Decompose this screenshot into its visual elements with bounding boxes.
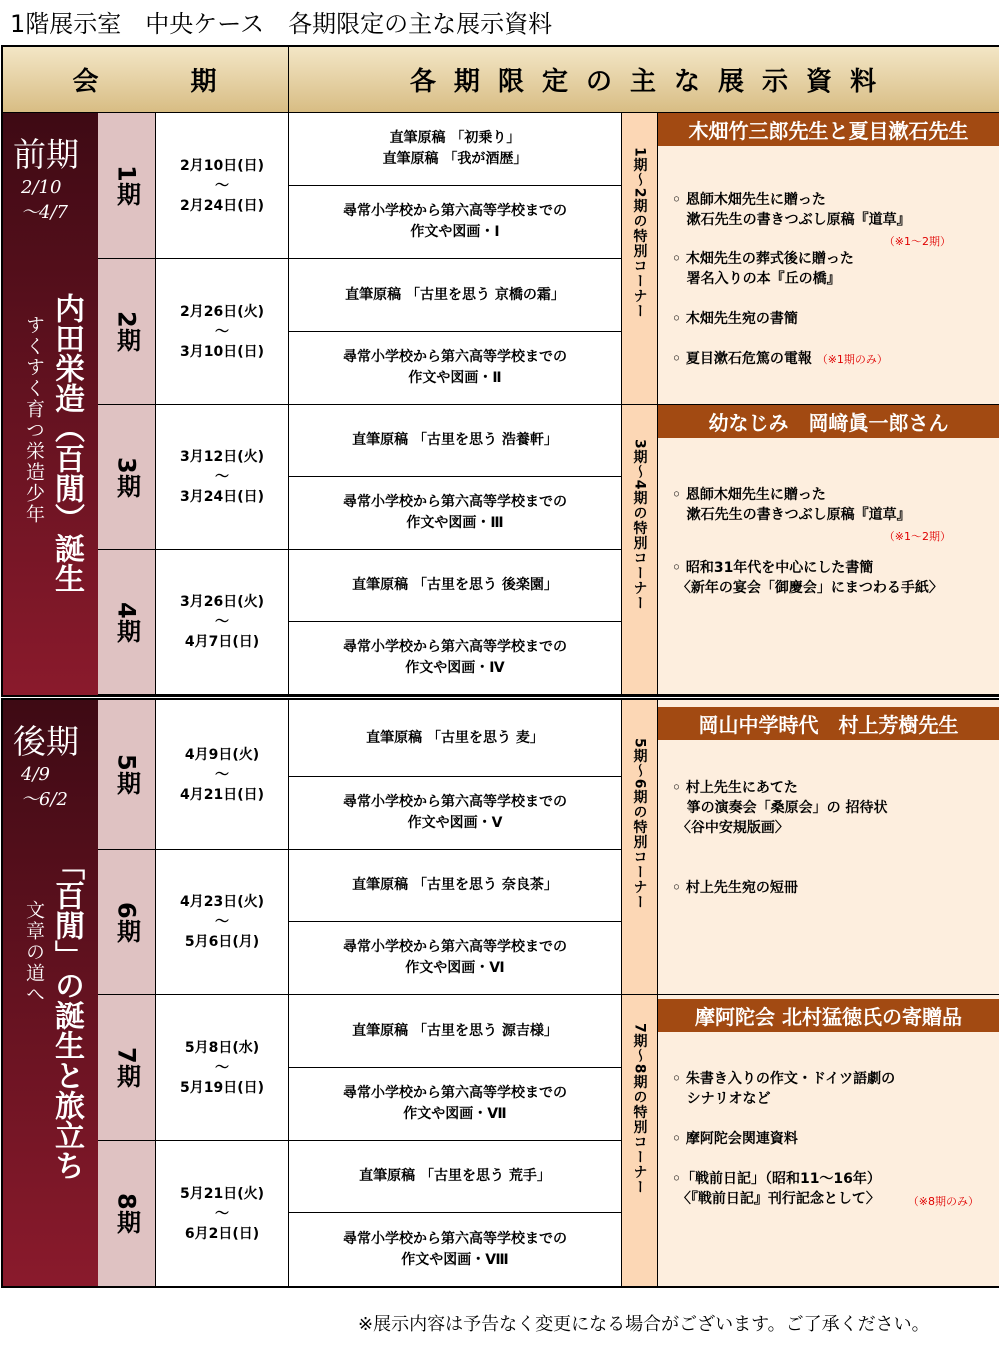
date-tilde: ～ (215, 469, 229, 485)
exhibit-essays: 尋常小学校から第六高等学校までの 作文や図画・Ⅱ (289, 332, 622, 405)
footer-note: ※展示内容は予告なく変更になる場合がございます。ご了承ください。 (358, 1314, 930, 1335)
period-dates (156, 113, 289, 259)
date-end: 4月7日(日) (184, 634, 260, 650)
period-dates (156, 550, 289, 695)
date-end: 3月24日(日) (179, 489, 265, 505)
period-number (98, 850, 156, 995)
exhibit-essays: 尋常小学校から第六高等学校までの 作文や図画・Ⅵ (289, 922, 622, 995)
section-zenki (3, 113, 98, 695)
exhibit-manuscript: 直筆原稿 「古里を思う 源吉様」 (289, 995, 622, 1068)
exhibit-essays: 尋常小学校から第六高等学校までの 作文や図画・Ⅶ (289, 1068, 622, 1141)
section-title: 「百閒」の誕生と旅立ち (49, 850, 84, 1180)
date-start: 5月8日(水) (184, 1039, 260, 1056)
special-corner-label (622, 995, 658, 1286)
period-number-text: 2期 (112, 311, 141, 352)
corner-box (658, 405, 999, 695)
header-char: な (674, 67, 703, 97)
date-tilde: ～ (215, 614, 229, 630)
exhibit-manuscript: 直筆原稿 「古里を思う 後楽園」 (289, 550, 622, 622)
date-tilde: ～ (215, 914, 229, 930)
header-char: 展 (718, 67, 747, 97)
date-start: 3月26日(火) (179, 594, 265, 610)
special-corner-label-text: 1期～2期の特別コーナー (631, 147, 648, 319)
corner-item-note: （※1期のみ） (816, 353, 888, 366)
header-char: 限 (497, 67, 526, 97)
special-corner-label-text: 5期～6期の特別コーナー (631, 738, 648, 910)
date-end: 4月21日(日) (179, 786, 265, 803)
corner-item: ◦ 村上先生にあてた 箏の演奏会「桑原会」の 招待状 〈谷中安規版画〉 (672, 780, 888, 836)
header-period-char-2: 期 (190, 67, 219, 97)
exhibit-essays: 尋常小学校から第六高等学校までの 作文や図画・Ⅷ (289, 1213, 622, 1286)
period-number-text: 7期 (112, 1047, 141, 1088)
period-number (98, 550, 156, 695)
corner-title: 幼なじみ 岡﨑眞一郎さん (658, 405, 999, 438)
corner-item: ◦ 木畑先生宛の書簡 (672, 311, 798, 327)
corner-box (658, 113, 999, 405)
special-corner-label (622, 113, 658, 405)
corner-box (658, 700, 999, 995)
exhibit-manuscript: 直筆原稿 「古里を思う 麦」 (289, 700, 622, 777)
section-date: 4/9 ～6/2 (21, 764, 68, 810)
date-start: 2月26日(火) (179, 303, 265, 320)
corner-item: ◦ 恩師木畑先生に贈った 漱石先生の書きつぶし原稿『道草』 (672, 192, 911, 228)
period-number-text: 5期 (112, 754, 141, 795)
period-number-text: 1期 (112, 165, 141, 206)
period-dates (156, 700, 289, 850)
header-char: 料 (850, 67, 879, 97)
header-char: 示 (762, 67, 791, 97)
corner-item: ◦ 恩師木畑先生に贈った 漱石先生の書きつぶし原稿『道草』 (672, 487, 911, 523)
corner-title: 岡山中学時代 村上芳樹先生 (658, 707, 999, 740)
corner-item: ◦ 朱書き入りの作文・ドイツ語劇の シナリオなど (672, 1071, 896, 1107)
exhibit-essays: 尋常小学校から第六高等学校までの 作文や図画・Ⅴ (289, 777, 622, 850)
date-end: 6月2日(日) (184, 1225, 260, 1242)
date-start: 4月23日(火) (179, 894, 265, 910)
period-dates (156, 405, 289, 550)
corner-title: 木畑竹三郎先生と夏目漱石先生 (658, 113, 999, 146)
period-number-text: 3期 (112, 456, 141, 498)
special-corner-label-text: 7期～8期の特別コーナー (631, 1023, 648, 1195)
corner-item-note: （※1～2期） (883, 235, 951, 248)
date-tilde: ～ (215, 323, 229, 340)
date-start: 4月9日(火) (184, 746, 260, 763)
special-corner-label (622, 700, 658, 995)
period-dates (156, 259, 289, 405)
exhibit-manuscript: 直筆原稿 「古里を思う 奈良茶」 (289, 850, 622, 922)
corner-item-text: ◦ 夏目漱石危篤の電報 (672, 351, 817, 367)
section-date: 2/10 ～4/7 (21, 177, 68, 223)
period-number (98, 405, 156, 550)
period-number (98, 700, 156, 850)
page-title: 1階展示室 中央ケース 各期限定の主な展示資料 (10, 10, 553, 38)
special-corner-label (622, 405, 658, 695)
date-start: 3月12日(火) (179, 449, 265, 465)
exhibit-manuscript: 直筆原稿 「古里を思う 京橋の霜」 (289, 259, 622, 332)
exhibit-essays: 尋常小学校から第六高等学校までの 作文や図画・Ⅰ (289, 186, 622, 259)
corner-item-note: （※8期のみ） (907, 1195, 979, 1208)
date-tilde: ～ (215, 1205, 229, 1222)
date-end: 3月10日(日) (179, 343, 265, 360)
period-number-text: 8期 (112, 1193, 141, 1234)
header-char: 各 (409, 67, 438, 97)
date-tilde: ～ (215, 1059, 229, 1076)
period-number (98, 113, 156, 259)
header-char: 定 (541, 67, 570, 97)
section-title: 内田栄造（百閒）誕生 (49, 293, 84, 593)
corner-item: ◦ 村上先生宛の短冊 (672, 880, 798, 896)
corner-title: 摩阿陀会 北村猛徳氏の寄贈品 (658, 999, 999, 1032)
corner-item (672, 349, 993, 370)
corner-item-note: （※1～2期） (883, 530, 951, 543)
period-number-text: 6期 (112, 901, 141, 943)
period-dates (156, 1141, 289, 1286)
date-end: 5月19日(日) (179, 1079, 265, 1096)
exhibit-manuscript: 直筆原稿 「古里を思う 浩養軒」 (289, 405, 622, 477)
period-number-text: 4期 (112, 601, 141, 643)
header-char: 資 (806, 67, 835, 97)
date-end: 2月24日(日) (179, 197, 265, 214)
section-name: 前期 (13, 135, 79, 174)
corner-box (658, 995, 999, 1286)
corner-item: ◦「戦前日記」（昭和11～16年） 〈『戦前日記』刊行記念として〉 (672, 1171, 881, 1207)
corner-item: ◦ 摩阿陀会関連資料 (672, 1131, 798, 1147)
date-tilde: ～ (215, 766, 229, 783)
period-dates (156, 850, 289, 995)
header-exhibits (289, 47, 999, 113)
header-char: 期 (453, 67, 482, 97)
period-dates (156, 995, 289, 1141)
corner-item: ◦ 木畑先生の葬式後に贈った 署名入りの本『丘の橋』 (672, 251, 854, 287)
special-corner-label-text: 3期～4期の特別コーナー (631, 439, 648, 611)
exhibit-manuscript: 直筆原稿 「初乗り」 直筆原稿 「我が酒歴」 (289, 113, 622, 186)
header-char: 主 (629, 67, 658, 97)
date-end: 5月6日(月) (184, 934, 260, 950)
section-subtitle: すくすく育つ栄造少年 (23, 315, 45, 525)
exhibit-essays: 尋常小学校から第六高等学校までの 作文や図画・Ⅲ (289, 477, 622, 550)
period-number (98, 1141, 156, 1286)
date-start: 5月21日(火) (179, 1185, 265, 1202)
header-period-char-1: 会 (72, 67, 101, 97)
section-kouki (3, 700, 98, 1286)
date-start: 2月10日(日) (179, 157, 265, 174)
section-name: 後期 (13, 722, 79, 761)
corner-item: ◦ 昭和31年代を中心にした書簡 〈新年の宴会「御慶会」にまつわる手紙〉 (672, 560, 943, 596)
header-char: の (585, 67, 614, 97)
period-number (98, 259, 156, 405)
exhibit-manuscript: 直筆原稿 「古里を思う 荒手」 (289, 1141, 622, 1213)
period-number (98, 995, 156, 1141)
section-subtitle: 文章の道へ (23, 900, 45, 1005)
exhibit-essays: 尋常小学校から第六高等学校までの 作文や図画・Ⅳ (289, 622, 622, 695)
date-tilde: ～ (215, 177, 229, 194)
header-period (3, 47, 289, 113)
